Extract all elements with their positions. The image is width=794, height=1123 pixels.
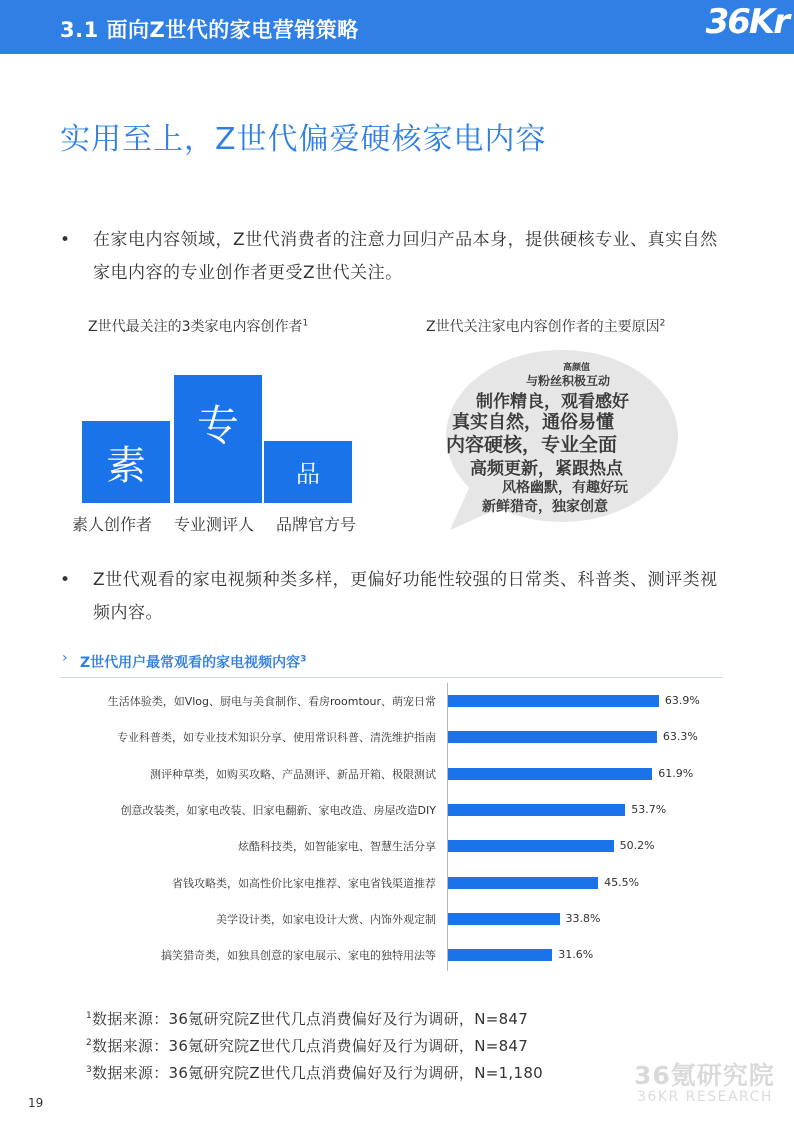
creator-caption xyxy=(88,316,308,336)
block-amateur xyxy=(82,421,170,503)
label-professional: 专业测评人 xyxy=(174,515,255,534)
reason-caption xyxy=(426,316,665,336)
cloud-word: 新鲜猎奇，独家创意 xyxy=(482,499,608,515)
header-bar xyxy=(0,0,794,54)
cloud-word: 高颜值 xyxy=(563,363,591,373)
block-char: 素 xyxy=(106,442,146,489)
bar-category-label: 专业科普类，如专业技术知识分享、使用常识科普、清洗维护指南 xyxy=(117,731,436,745)
cloud-word: 内容硬核，专业全面 xyxy=(446,434,618,456)
bar-value-label: 63.3% xyxy=(662,730,698,744)
chart-title xyxy=(80,652,306,672)
footnote-text: 数据来源：36氪研究院Z世代几点消费偏好及行为调研，N=1,180 xyxy=(92,1064,544,1082)
bar-category-label: 省钱攻略类，如高性价比家电推荐、家电省钱渠道推荐 xyxy=(172,876,436,890)
footnote-3 xyxy=(86,1062,543,1083)
label-brand: 品牌官方号 xyxy=(276,515,357,534)
chart-title-sup: 3 xyxy=(300,654,307,665)
footnote-1 xyxy=(86,1008,528,1029)
bar-category-label: 测评种草类，如购买攻略、产品测评、新品开箱、极限测试 xyxy=(150,767,436,781)
bar xyxy=(448,695,659,707)
bar xyxy=(448,877,598,889)
creator-caption-sup: 1 xyxy=(302,318,309,329)
bar-category-label: 搞笑猎奇类，如独具创意的家电展示、家电的独特用法等 xyxy=(161,949,436,963)
bar xyxy=(448,949,552,961)
watermark-cn: 36氪研究院 xyxy=(634,1061,775,1090)
cloud-word: 真实自然，通俗易懂 xyxy=(452,412,614,433)
creator-caption-text: Z世代最关注的3类家电内容创作者 xyxy=(88,319,303,335)
bar xyxy=(448,913,560,925)
block-char: 专 xyxy=(196,401,239,450)
bar-value-label: 61.9% xyxy=(658,766,694,780)
page-number: 19 xyxy=(28,1096,44,1110)
bar-value-label: 31.6% xyxy=(558,948,594,962)
footnote-text: 数据来源：36氪研究院Z世代几点消费偏好及行为调研，N=847 xyxy=(92,1037,529,1055)
footnote-sup: 2 xyxy=(86,1038,93,1048)
bar xyxy=(448,804,625,816)
bullet-dot: • xyxy=(60,570,71,590)
bar-value-label: 45.5% xyxy=(604,875,640,889)
block-char: 品 xyxy=(296,460,320,488)
bar xyxy=(448,731,657,743)
bar-category-label: 美学设计类，如家电设计大赏、内饰外观定制 xyxy=(216,912,436,926)
footnote-2 xyxy=(86,1035,528,1056)
footnote-text: 数据来源：36氪研究院Z世代几点消费偏好及行为调研，N=847 xyxy=(92,1010,529,1028)
bullet-dot: • xyxy=(60,230,71,250)
page-title: 实用至上，Z世代偏爱硬核家电内容 xyxy=(60,122,547,157)
bar xyxy=(448,768,652,780)
bar-value-label: 33.8% xyxy=(565,911,601,925)
bullet-text: Z世代观看的家电视频种类多样，更偏好功能性较强的日常类、科普类、测评类视频内容。 xyxy=(93,570,718,623)
chevron-right-icon: › xyxy=(62,650,68,666)
reason-caption-text: Z世代关注家电内容创作者的主要原因 xyxy=(426,319,660,335)
bullet-point-1 xyxy=(60,224,733,290)
chart-axis xyxy=(447,683,448,971)
bar-value-label: 50.2% xyxy=(619,839,655,853)
watermark-en: 36KR RESEARCH xyxy=(637,1089,773,1105)
section-title: 3.1 面向Z世代的家电营销策略 xyxy=(60,18,359,42)
block-professional xyxy=(174,375,262,503)
block-brand xyxy=(264,441,352,503)
footnote-sup: 3 xyxy=(86,1065,93,1075)
chart-title-text: Z世代用户最常观看的家电视频内容 xyxy=(80,655,301,671)
reason-word-cloud xyxy=(442,346,680,532)
label-amateur: 素人创作者 xyxy=(72,515,153,534)
bar-value-label: 53.7% xyxy=(631,802,667,816)
chart-divider xyxy=(60,677,723,678)
bullet-point-2 xyxy=(60,564,733,630)
bar-category-label: 炫酷科技类，如智能家电、智慧生活分享 xyxy=(238,840,436,854)
36kr-logo: 36Kr xyxy=(705,2,788,42)
bullet-text: 在家电内容领域，Z世代消费者的注意力回归产品本身，提供硬核专业、真实自然家电内容的专业创作者更受Z世代关注。 xyxy=(93,230,718,283)
bar-value-label: 63.9% xyxy=(664,694,700,707)
footnote-sup: 1 xyxy=(86,1011,93,1021)
bar-category-label: 创意改装类，如家电改装、旧家电翻新、家电改造、房屋改造DIY xyxy=(120,803,436,817)
cloud-word: 风格幽默，有趣好玩 xyxy=(502,480,628,496)
cloud-word: 制作精良，观看感好 xyxy=(476,392,629,412)
cloud-word: 高频更新，紧跟热点 xyxy=(470,459,623,479)
cloud-word: 与粉丝积极互动 xyxy=(526,374,611,388)
reason-caption-sup: 2 xyxy=(659,318,666,329)
bar-category-label: 生活体验类，如Vlog、厨电与美食制作、看房roomtour、萌宠日常 xyxy=(107,695,436,708)
bar xyxy=(448,840,614,852)
